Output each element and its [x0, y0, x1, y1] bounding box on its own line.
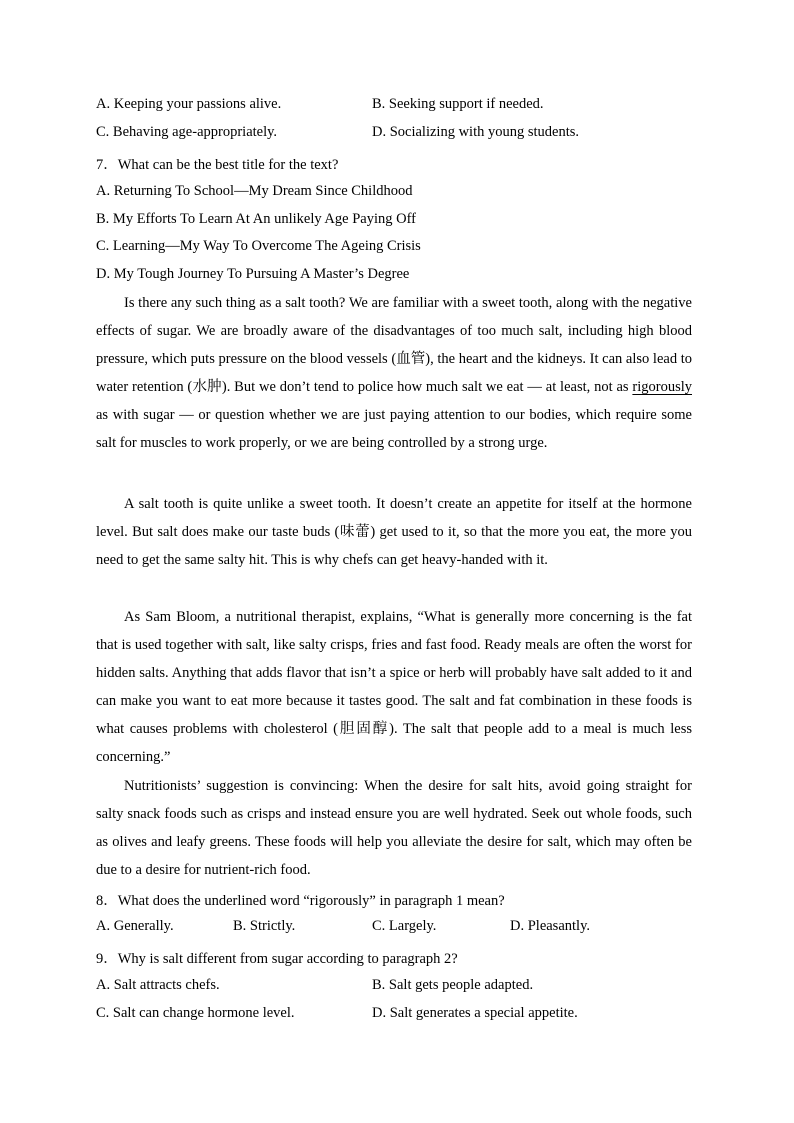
passage-paragraph-4	[96, 772, 692, 884]
q7-option-c: C. Learning—My Way To Overcome The Ageing Crisis	[96, 238, 421, 254]
q7-stem: 7．What can be the best title for the text?	[96, 157, 339, 173]
p1-text-before: Is there any such thing as a salt tooth? We are familiar with a sweet tooth, along with the negative effects of sugar. We are broadly aware of the disadvantages of too much salt, including high blood pressure, which puts pressure on the blood vessels (血管), the heart and the kidneys. It can also lead to water retention (水肿). But we don’t tend to police how much salt we eat — at least, not as	[96, 295, 692, 395]
q7-option-a: A. Returning To School—My Dream Since Childhood	[96, 183, 413, 199]
q8-option-c: C. Largely.	[372, 918, 437, 934]
q8-stem: 8．What does the underlined word “rigorously” in paragraph 1 mean?	[96, 893, 505, 909]
q9-option-b: B. Salt gets people adapted.	[372, 977, 534, 993]
p4-text: Nutritionists’ suggestion is convincing: When the desire for salt hits, avoid going straight for salty snack foods such as crisps and instead ensure you are well hydrated. Seek out whole foods, such as olives and leafy greens. These foods will help you alleviate the desire for salt, which may often be due to a desire for nutrient-rich food.	[96, 778, 692, 878]
q9-option-d: D. Salt generates a special appetite.	[372, 1005, 578, 1021]
passage-paragraph-1	[96, 289, 692, 457]
q9-option-c: C. Salt can change hormone level.	[96, 1005, 295, 1021]
passage-paragraph-3	[96, 603, 692, 771]
q6-option-c: C. Behaving age-appropriately.	[96, 124, 278, 140]
q8-option-a: A. Generally.	[96, 918, 174, 934]
q9-option-a: A. Salt attracts chefs.	[96, 977, 220, 993]
p2-text: A salt tooth is quite unlike a sweet tooth. It doesn’t create an appetite for itself at the hormone level. But salt does make our taste buds (味蕾) get used to it, so that the more you eat, the more you need to get the same salty hit. This is why chefs can get heavy-handed with it.	[96, 496, 692, 568]
q7-option-b: B. My Efforts To Learn At An unlikely Age Paying Off	[96, 211, 416, 227]
p3-text: As Sam Bloom, a nutritional therapist, explains, “What is generally more concerning is the fat that is used together with salt, like salty crisps, fries and fast food. Ready meals are often the worst for hidden salts. Anything that adds flavor that isn’t a spice or herb will probably have salt added to it and can make you want to eat more because it tastes good. The salt and fat combination in these foods is what causes problems with cholesterol (胆固醇). The salt that people add to a meal is much less concerning.”	[96, 609, 692, 765]
q6-option-b: B. Seeking support if needed.	[372, 96, 544, 112]
q9-stem: 9．Why is salt different from sugar according to paragraph 2?	[96, 951, 458, 967]
q6-option-a: A. Keeping your passions alive.	[96, 96, 282, 112]
q7-option-d: D. My Tough Journey To Pursuing A Master’s Degree	[96, 266, 410, 282]
underlined-word: rigorously	[632, 379, 692, 395]
passage-paragraph-2	[96, 490, 692, 574]
q6-option-d: D. Socializing with young students.	[372, 124, 580, 140]
q8-option-d: D. Pleasantly.	[510, 918, 591, 934]
q8-option-b: B. Strictly.	[233, 918, 296, 934]
p1-text-after: as with sugar — or question whether we are just paying attention to our bodies, which require some salt for muscles to work properly, or we are being controlled by a strong urge.	[96, 407, 692, 451]
